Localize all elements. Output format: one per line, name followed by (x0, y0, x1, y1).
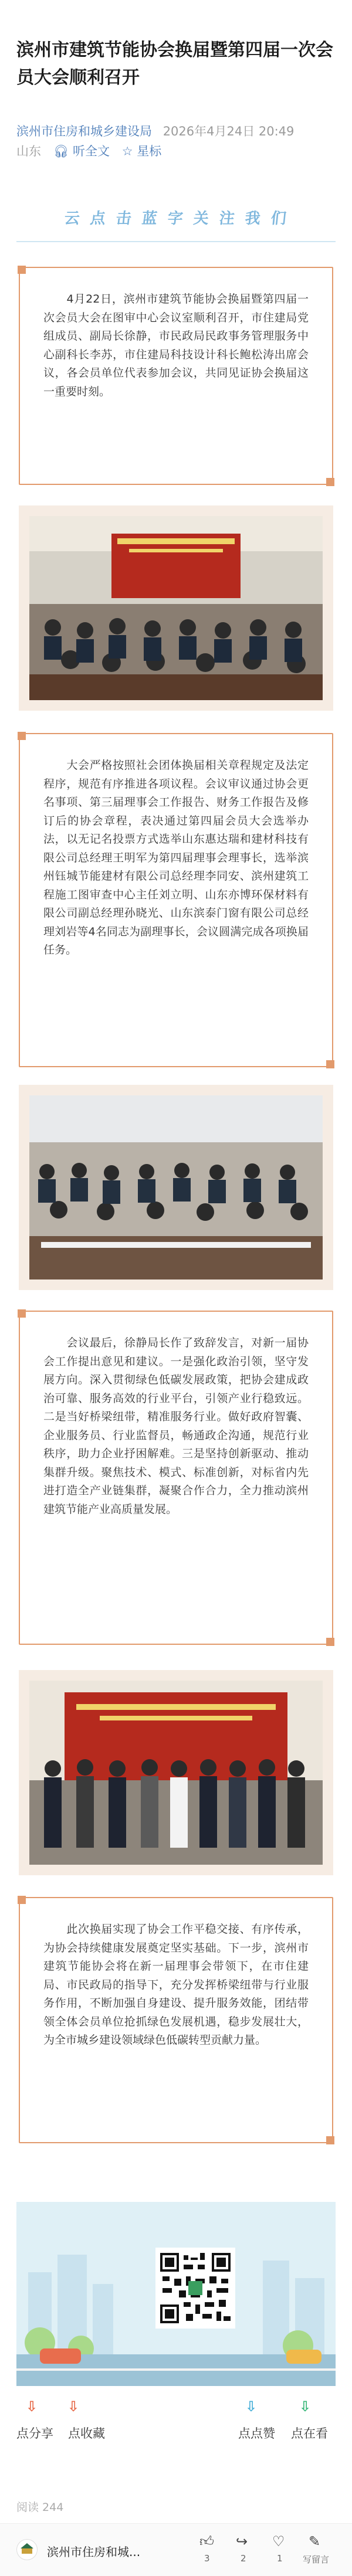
account-avatar[interactable] (16, 2539, 38, 2560)
banner-char: 关 (192, 209, 211, 228)
corner-decoration (326, 1060, 334, 1068)
star-button[interactable]: ☆ 星标 (121, 144, 162, 158)
paragraph-text: 大会严格按照社会团体换届相关章程规定及法定程序，规范有序推进各项议程。会议审议通过协会更名事项、第三届理事会工作报告、财务工作报告及修订后的协会章程，表决通过第四届会员大会选举办法，以无记名投票方式选举山东惠达瑞和建材科技有限公司总经理王明军为第四届理事会理事长，选举滨州钰城节能建材有限公司总经理李同安、滨州建筑工程施工图审查中心主任刘立明、山东亦博环保材料有限公司副总经理孙晓光、山东滨泰门窗有限公司总经理刘岩等4名同志为副理事长，会议圆满完成各项换届任务。 (43, 759, 309, 956)
banner-char: 点 (89, 209, 108, 228)
corner-decoration (18, 266, 26, 274)
banner-rule (16, 241, 336, 242)
heart-icon[interactable]: ♡ (272, 2533, 285, 2550)
share-prompt[interactable]: 点分享 (16, 2426, 53, 2441)
star-icon: ☆ (121, 144, 133, 158)
like-count: 3 (204, 2553, 210, 2564)
read-count: 阅读 244 (16, 2501, 64, 2514)
corner-decoration (326, 478, 334, 486)
meeting-photo-2 (29, 1095, 323, 1279)
banner-char: 蓝 (141, 209, 160, 228)
paragraph-box-3 (19, 1311, 333, 1645)
banner-char: 们 (270, 209, 289, 228)
follow-banner (16, 191, 336, 243)
photo-frame-2 (19, 1085, 333, 1290)
arrow-down-icon: ⇩ (299, 2398, 312, 2415)
source-link[interactable]: 滨州市住房和城乡建设局 (16, 124, 152, 138)
corner-decoration (326, 1638, 334, 1646)
banner-char: 字 (167, 209, 185, 228)
corner-decoration (18, 1309, 26, 1318)
banner-char: 我 (244, 209, 263, 228)
photo-frame-1 (19, 505, 333, 711)
corner-decoration (18, 1896, 26, 1904)
footer-actions (0, 2398, 352, 2445)
like-prompt[interactable]: 点点赞 (238, 2426, 275, 2441)
arrow-down-icon: ⇩ (26, 2398, 38, 2415)
view-prompt[interactable]: 点在看 (291, 2426, 328, 2441)
listen-button[interactable]: 🎧︎ 听全文 (53, 144, 110, 158)
account-name[interactable]: 滨州市住房和城... (47, 2545, 141, 2559)
banner-char: 击 (115, 209, 134, 228)
bottom-bar (0, 2523, 352, 2576)
thumbs-up-icon[interactable]: 👍︎ (199, 2533, 215, 2550)
corner-decoration (326, 2136, 334, 2144)
qr-code (155, 2248, 235, 2329)
region-label: 山东 (16, 144, 41, 158)
meeting-photo-1 (29, 516, 323, 700)
paragraph-box-2 (19, 733, 333, 1067)
share-count: 2 (241, 2553, 246, 2564)
paragraph-text: 此次换届实现了协会工作平稳交接、有序传承，为协会持续健康发展奠定坚实基础。下一步，滨州市建筑节能协会将在新一届理事会带领下，在市住建局、市民政局的指导下，充分发挥桥梁纽带与行业服务作用，不断加强自身建设、提升服务效能，团结带领全体会员单位抢抓绿色发展机遇，稳步发展壮大，为全市城乡建设领域绿色低碳转型贡献力量。 (43, 1923, 309, 2046)
paragraph-box-4 (19, 1897, 333, 2143)
banner-char: 云 (63, 209, 82, 228)
headphones-icon: 🎧︎ (53, 144, 69, 158)
favorite-prompt[interactable]: 点收藏 (68, 2426, 105, 2441)
share-icon[interactable]: ↪ (236, 2533, 248, 2550)
corner-decoration (18, 732, 26, 740)
write-comment-label[interactable]: 写留言 (303, 2554, 330, 2565)
paragraph-text: 会议最后，徐静局长作了致辞发言，对新一届协会工作提出意见和建议。一是强化政治引领，坚守发展方向。深入贯彻绿色低碳发展政策，把协会建成政治可靠、服务高效的行业平台，引领产业行稳致远。二是当好桥梁纽带，精准服务行业。做好政府智囊、企业服务员、行业监督员，畅通政企沟通，规范行业秩序，助力企业抒困解难。三是坚持创新驱动、推动集群升级。聚焦技术、模式、标准创新，对标省内先进打造全产业链集群，凝聚合作合力，全力推动滨州建筑节能产业高质量发展。 (43, 1336, 309, 1516)
photo-frame-3 (19, 1670, 333, 1875)
paragraph-text: 4月22日，滨州市建筑节能协会换届暨第四届一次会员大会在图审中心会议室顺利召开，市住建局党组成员、副局长徐静，市民政局民政事务管理服务中心副科长李苏，市住建局科技设计科长鲍松涛出席会议，各会员单位代表参加会议，共同见证协会换届这一重要时刻。 (43, 293, 309, 398)
article-meta (16, 121, 345, 161)
arrow-down-icon: ⇩ (67, 2398, 80, 2415)
paragraph-box-1 (19, 267, 333, 485)
article-title: 滨州市建筑节能协会换届暨第四届一次会员大会顺利召开 (16, 40, 333, 88)
group-photo (29, 1681, 323, 1865)
banner-char: 注 (218, 209, 237, 228)
comment-count: 1 (277, 2553, 283, 2564)
publish-date: 2026年4月24日 20:49 (163, 124, 295, 138)
comment-icon[interactable]: ✎ (309, 2533, 321, 2550)
arrow-down-icon: ⇩ (245, 2398, 258, 2415)
